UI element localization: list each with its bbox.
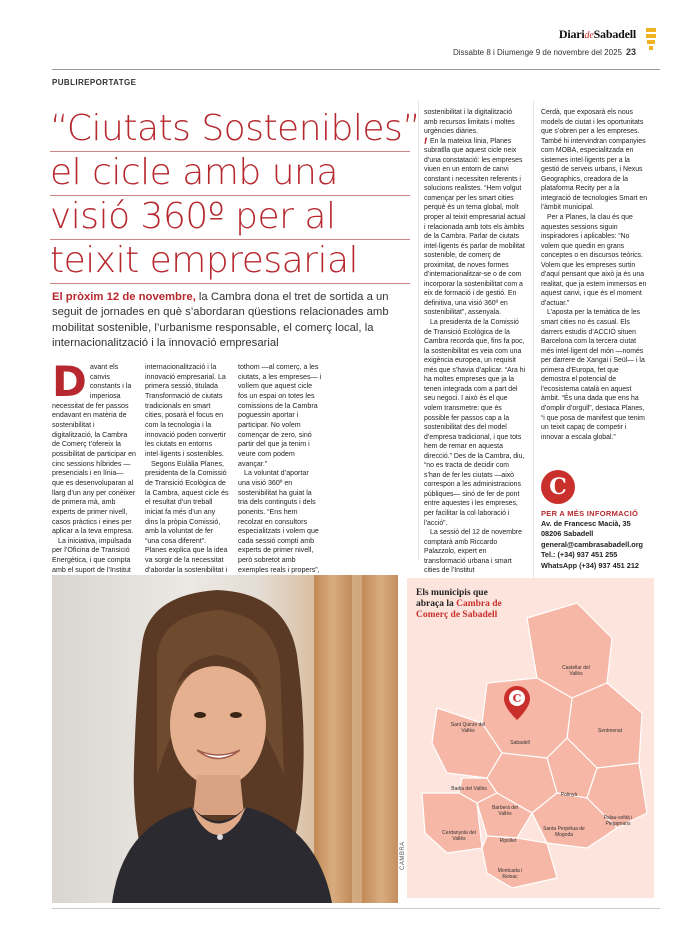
- map-label: Badia del Vallès: [451, 786, 487, 792]
- lead-bold: El pròxim 12 de novembre,: [52, 291, 196, 303]
- municipalities-map: [407, 578, 654, 898]
- portrait-photo: [52, 575, 398, 903]
- paragraph: En la mateixa línia, Planes subratlla que aquest cicle neix d’una constatació: les empreses viuen en un entorn de canvi constant i necessiten referents i solucions realistes. “Hem volgut començar per les smart cities perquè és un tema global, molt proper al teixit empresarial actual i relacionada amb tots els àmbits de la Cambra. Parlar de ciutats intel·ligents és parlar de mobilitat sostenible, de comerç de proximitat, de noves formes d’internacionalitzar-se o de com incorporar la sostenibilitat com a eix de formació i de gestió. En definitiva, una visió 360º en sostenibilitat”, assenyala.: [424, 137, 526, 317]
- contact-whatsapp[interactable]: WhatsApp (+34) 937 451 212: [541, 560, 639, 570]
- sabadell-shield-icon: [644, 28, 658, 50]
- map-label: Sabadell: [510, 740, 530, 746]
- masthead-main: Diari: [558, 27, 585, 41]
- map-label: Polinyà: [560, 792, 578, 798]
- contact-phone[interactable]: Tel.: (+34) 937 451 255: [541, 550, 618, 560]
- masthead-city: Sabadell: [593, 27, 636, 41]
- map-label: Santa Perpètua de Mogoda: [543, 826, 585, 838]
- contact-address: Av. de Francesc Macià, 35: [541, 519, 631, 528]
- headline-line: teixit empresarial: [50, 240, 410, 284]
- paragraph: internacionalització i la innovació empresarial. La primera sessió, titulada Transformació de ciutats tradicionals en smart cities, posarà el focus en com la tecnologia i la innovació poden convertir les ciutats en entorns intel·ligents i sostenibles.: [145, 363, 226, 458]
- body-column-4: [424, 108, 526, 576]
- contact-postcode: 08206 Sabadell: [541, 529, 594, 539]
- map-label: Montcada i Reixac: [497, 868, 523, 880]
- map-label: Castellar del Vallès: [562, 665, 590, 677]
- headline-line: el cicle amb una: [50, 152, 410, 196]
- map-title: [416, 588, 536, 621]
- paragraph: L’aposta per la temàtica de les smart cities no és casual. Els darrers estudis d’ACCIÓ situen Barcelona com la tercera ciutat més intel·ligent del món —només per darrere de Xangai i Seül— i la primera d’Europa, fet que demostra el potencial de l’ecosistema català en aquest àmbit. “És una dada que ens ha d’omplir d’orgull”, destaca Planes, “i que posa de manifest que tenim un teixit capaç de competir i innovar a escala global.”: [541, 309, 645, 441]
- lead-paragraph: [52, 290, 414, 351]
- paragraph: Cerdà, que exposarà els nous models de ciutat i les oportunitats que s’obren per a les empreses. També hi intervindran companyies com MOBA, especialitzada en sistemes intel·ligents per a la gestió de serveis urbans, i Nexus Geographics, creadora de la plataforma Recity per a la integració de tecnologies Smart en l’àmbit municipal.: [541, 109, 648, 212]
- contact-details: [541, 519, 643, 571]
- lead-text: la Cambra dona el tret de sortida a un seguit de jornades en què s’abordaran qüestions relacionades amb mobilitat sostenible, l’urbanisme responsable, el comerç local, la internacionalització i la innovació empresarial: [52, 291, 389, 349]
- issue-date: Dissabte 8 i Diumenge 9 de novembre del 2025: [452, 48, 622, 57]
- map-title-line: Els municipis que: [416, 588, 488, 598]
- region-cerdanyola: [422, 793, 482, 853]
- dropcap: D: [52, 357, 87, 406]
- bottom-rule: [52, 908, 660, 909]
- headline-line: “Ciutats Sostenibles”,: [50, 108, 410, 152]
- map-label: Cerdanyola del Vallès: [442, 830, 476, 842]
- logo-letter: C: [549, 474, 567, 500]
- section-label: PUBLIREPORTATGE: [52, 78, 137, 87]
- column-divider: [533, 100, 534, 630]
- map-title-highlight: Cambra de Comerç de Sabadell: [416, 599, 502, 620]
- body-column-5: [541, 108, 649, 442]
- paragraph: tothom —al comerç, a les ciutats, a les empreses— i volíem que aquest cicle fos un espai on totes les comissions de la Cambra poguessin aportar i participar. No volem començar de zero, sinó partir del que ja tenim i veure com podem avançar.”: [238, 363, 322, 468]
- contact-title: PER A MÉS INFORMACIÓ: [541, 509, 639, 518]
- map-label: Ripollet: [499, 838, 517, 844]
- column-divider: [418, 100, 419, 560]
- dateline: [453, 47, 636, 57]
- paragraph: Per a Planes, la clau és que aquestes sessions siguin inspiradores i aplicables: “No volem que quedin en grans conceptes o en discursos teòrics. Volem que les empreses surtin d’aquí pensant que això ja és una realitat, que ja estem immersos en aquest canvi, i que és el moment d’actuar.”: [541, 214, 647, 307]
- paragraph: sostenibilitat i la digitalització amb recursos limitats i moltes urgències diàries.: [424, 109, 515, 136]
- paragraph: La iniciativa, impulsada per l’Oficina de Transició Energètica, i que compta amb el suport de l’Institut: [52, 536, 132, 574]
- map-label: Sant Quirze del Vallès: [450, 722, 486, 734]
- paragraph: avant els canvis constants i la imperiosa necessitat de fer passos endavant en matèria de sostenibilitat i digitalització, la Cambra de Comerç t’ofereix la possibilitat de participar en cinc sessions híbrides —presencials i en línia— que es desenvoluparan al llarg d’un any per conèixer de primera mà, amb experts de primer nivell, casos pràctics i eines per aplicar a la teva empresa.: [52, 363, 136, 536]
- top-rule: [52, 69, 660, 70]
- map-label: Sentmenat: [597, 728, 623, 734]
- contact-email[interactable]: general@cambrasabadell.org: [541, 539, 644, 549]
- masthead: [559, 27, 636, 42]
- page-number: 23: [625, 47, 636, 57]
- map-label: Barberà del Vallès: [492, 805, 518, 817]
- svg-text:C: C: [512, 692, 522, 705]
- paragraph: Segons Eulàlia Planes, presidenta de la Comissió de Transició Ecològica de la Cambra, aquest cicle és el resultat d’un treball iniciat fa més d’un any dins la pròpia Comissió, amb la voluntat de fer “una cosa diferent”. Planes explica que la idea va sorgir de la necessitat d’abordar la sostenibilitat i: [145, 459, 229, 574]
- headline: [50, 108, 432, 284]
- location-pin-icon: [504, 686, 530, 720]
- paragraph: La voluntat d’aportar una visió 360º en sostenibilitat ha guiat la tria dels continguts i dels ponents. “Ens hem recolzat en consultors especialitzats i volem que cada sessió compti amb experts de primer nivell, però sobretot amb exemples reals i propers”,: [238, 469, 320, 574]
- paragraph: La presidenta de la Comissió de Transició Ecològica de la Cambra recorda que, fins fa poc, la sostenibilitat es veia com una exigència europea, un requisit més que s’havia d’aplicar. “Ara hi ha moltes empreses que ja la tenen integrada com a part del seu negoci. I això és el que volem transmetre: que és possible fer passos cap a la sostenibilitat des del model d’empresa tradicional, i que tots hem de remar en aquesta direcció.” Des de la Cambra, diu, “no es tracta de decidir com s’han de fer les ciutats —això correspon a les administracions públiques— sinó de fer de pont entre aquestes i les empreses, per facilitar la col·laboració i l’acció”.: [424, 319, 526, 527]
- map-title-line: abraça la: [416, 599, 457, 609]
- photo-credit: CAMBRA: [400, 841, 406, 870]
- masthead-de: de: [584, 30, 594, 41]
- paragraph: La sessió del 12 de novembre comptarà amb Riccardo Palazzolo, expert en transformació urbana i smart cities de l’Institut: [424, 529, 522, 575]
- headline-line: visió 360º per al: [50, 196, 410, 240]
- map-label: Palau-solità i Plegamans: [603, 815, 633, 827]
- cambra-logo-icon: [541, 470, 575, 504]
